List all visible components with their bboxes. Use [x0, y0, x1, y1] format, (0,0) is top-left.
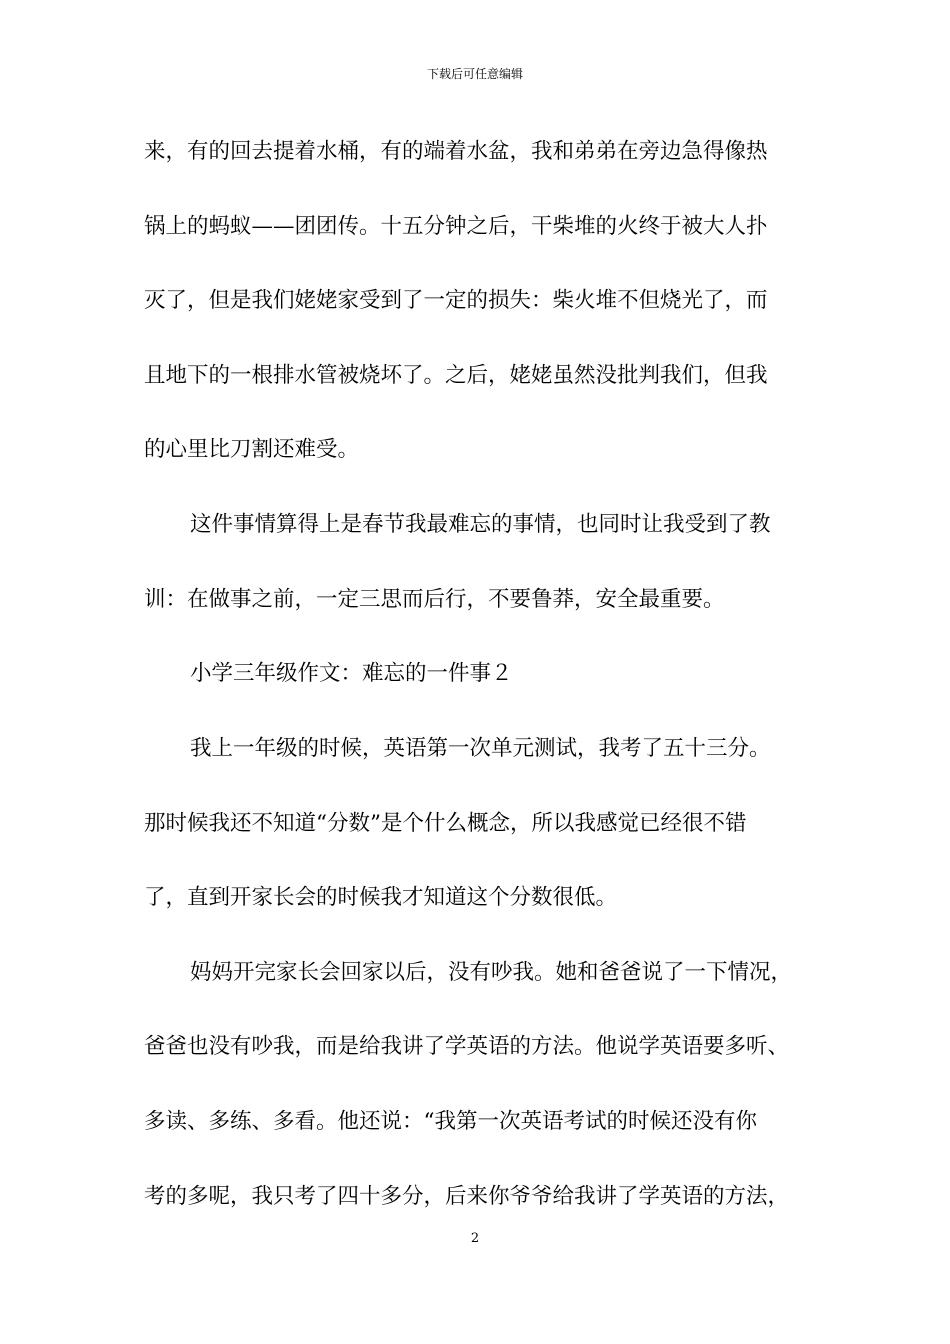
page-header: 下载后可任意编辑: [426, 67, 523, 81]
body-line: 妈妈开完家长会回家以后，没有吵我。她和爸爸说了一下情况，: [190, 960, 793, 985]
body-line: 锅上的蚂蚁——团团传。十五分钟之后，干柴堆的火终于被大人扑: [144, 214, 768, 239]
body-line: 且地下的一根排水管被烧坏了。之后，姥姥虽然没批判我们，但我: [144, 363, 768, 388]
section-heading: 小学三年级作文：难忘的一件事２: [190, 661, 513, 686]
body-line: 考的多呢，我只考了四十多分，后来你爷爷给我讲了学英语的方法，: [144, 1184, 790, 1209]
body-line: 训：在做事之前，一定三思而后行，不要鲁莽，安全最重要。: [144, 587, 725, 612]
body-line: 我上一年级的时候，英语第一次单元测试，我考了五十三分。: [190, 736, 771, 761]
body-line: 多读、多练、多看。他还说：“我第一次英语考试的时候还没有你: [144, 1109, 757, 1134]
body-line: 灭了，但是我们姥姥家受到了一定的损失：柴火堆不但烧光了，而: [144, 288, 768, 313]
body-line: 那时候我还不知道“分数”是个什么概念，所以我感觉已经很不错: [144, 811, 747, 836]
body-line: 了，直到开家长会的时候我才知道这个分数很低。: [144, 885, 618, 910]
body-line: 的心里比刀割还难受。: [144, 437, 360, 462]
page-number: 2: [470, 1231, 480, 1246]
body-line: 来，有的回去提着水桶，有的端着水盆，我和弟弟在旁边急得像热: [144, 139, 768, 164]
body-line: 爸爸也没有吵我，而是给我讲了学英语的方法。他说学英语要多听、: [144, 1034, 790, 1059]
body-line: 这件事情算得上是春节我最难忘的事情，也同时让我受到了教: [190, 512, 771, 537]
